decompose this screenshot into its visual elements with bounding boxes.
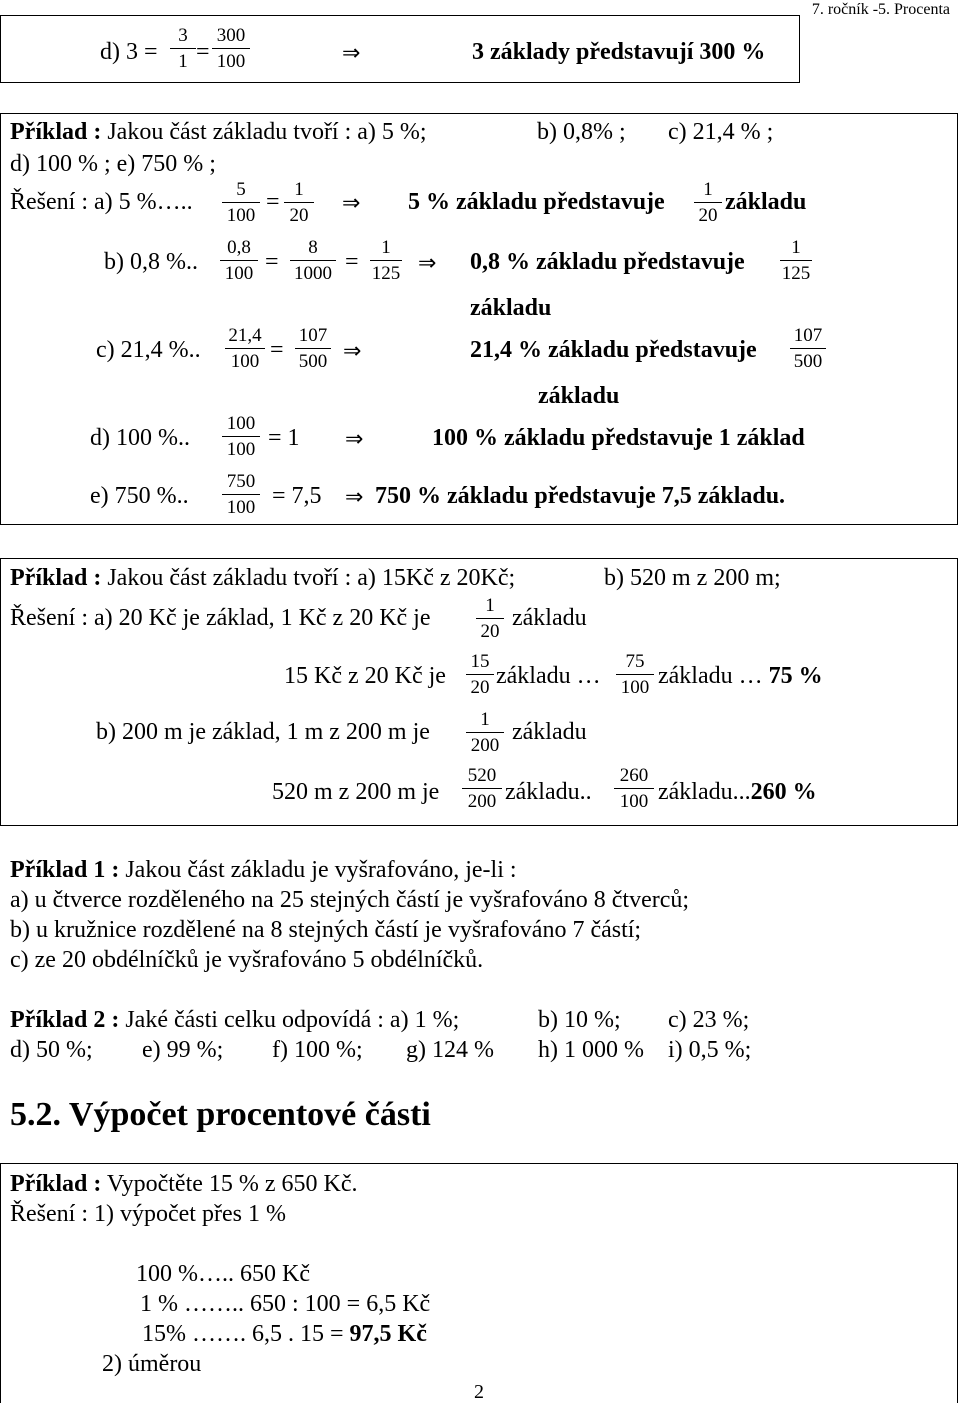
ex4-i: i) 0,5 %; xyxy=(668,1037,752,1063)
ex4-e: e) 99 %; xyxy=(142,1037,224,1063)
fraction: 1 20 xyxy=(476,596,504,641)
fraction: 0,8 100 xyxy=(220,238,258,283)
ex1-b-label: b) 0,8 %.. xyxy=(104,249,198,275)
fraction: 1 20 xyxy=(284,180,314,225)
ex2-r3-tail: základu xyxy=(512,719,587,745)
implies-icon: ⇒ xyxy=(343,338,362,363)
equals: = xyxy=(196,39,210,65)
ex1-b-tail: základu xyxy=(470,295,552,321)
fraction: 750 100 xyxy=(222,472,260,517)
fraction: 75 100 xyxy=(616,652,654,697)
ex4-h: h) 1 000 % xyxy=(538,1037,644,1063)
ex2-r4-tail: základu...260 % xyxy=(658,779,817,805)
page-number: 2 xyxy=(474,1381,484,1403)
ex4-g: g) 124 % xyxy=(406,1037,494,1063)
ex3-title: Příklad 1 : Jakou část základu je vyšrafováno, je-li : xyxy=(10,857,517,883)
section-title: 5.2. Výpočet procentové části xyxy=(10,1096,431,1133)
ex2-r2-tail: základu … 75 % xyxy=(658,663,823,689)
implies-icon: ⇒ xyxy=(418,250,437,275)
fraction: 1 20 xyxy=(694,180,722,225)
fraction: 107 500 xyxy=(295,326,331,371)
ex5-sol: Řešení : 1) výpočet přes 1 % xyxy=(10,1201,286,1227)
ex2-title: Příklad : Jakou část základu tvoří : a) 15Kč z 20Kč; xyxy=(10,565,516,591)
fraction: 21,4 100 xyxy=(225,326,265,371)
equals: = 7,5 xyxy=(272,483,322,509)
implies-icon: ⇒ xyxy=(345,484,364,509)
ex1-e-text: 750 % základu představuje 7,5 základu. xyxy=(375,483,786,509)
top-label: d) 3 = xyxy=(100,39,158,65)
ex1-c: c) 21,4 % ; xyxy=(668,119,774,145)
ex2-r2-mid: základu … xyxy=(496,663,601,689)
ex1-b-text: 0,8 % základu představuje xyxy=(470,249,745,275)
ex3-line-a: a) u čtverce rozděleného na 25 stejných částí je vyšrafováno 8 čtverců; xyxy=(10,887,690,913)
ex4-d: d) 50 %; xyxy=(10,1037,93,1063)
ex2-r1-tail: základu xyxy=(512,605,587,631)
implies-icon: ⇒ xyxy=(342,40,361,65)
ex5-l3: 15% ……. 6,5 . 15 = 97,5 Kč xyxy=(142,1321,427,1347)
fraction: 520 200 xyxy=(462,766,502,811)
ex1-c-tail: základu xyxy=(538,383,620,409)
ex1-d-text: 100 % základu představuje 1 základ xyxy=(432,425,805,451)
fraction: 260 100 xyxy=(614,766,654,811)
implies-icon: ⇒ xyxy=(342,190,361,215)
ex1-c-label: c) 21,4 %.. xyxy=(96,337,201,363)
fraction: 1 125 xyxy=(371,237,401,284)
fraction: 8 1000 xyxy=(290,238,336,283)
ex1-b: b) 0,8% ; xyxy=(537,119,626,145)
ex1-e-label: e) 750 %.. xyxy=(90,483,189,509)
ex1-title: Příklad : Jakou část základu tvoří : a) 5 %; xyxy=(10,119,427,145)
ex2-r1-label: Řešení : a) 20 Kč je základ, 1 Kč z 20 Kč je xyxy=(10,605,431,631)
ex3-line-c: c) ze 20 obdélníčků je vyšrafováno 5 obdélníčků. xyxy=(10,947,484,973)
equals: = xyxy=(266,189,280,215)
fraction: 300 100 xyxy=(212,26,250,71)
fraction: 1 125 xyxy=(781,237,811,284)
ex5-l4: 2) úměrou xyxy=(102,1351,202,1377)
fraction: 100 100 xyxy=(222,414,260,459)
fraction: 15 20 xyxy=(466,652,494,697)
ex1-c-text: 21,4 % základu představuje xyxy=(470,337,757,363)
ex2-r4-label: 520 m z 200 m je xyxy=(272,779,440,805)
implies-icon: ⇒ xyxy=(345,426,364,451)
ex1-line2: d) 100 % ; e) 750 % ; xyxy=(10,151,216,177)
equals: = xyxy=(345,249,359,275)
ex5-l2: 1 % …….. 650 : 100 = 6,5 Kč xyxy=(140,1291,431,1317)
fraction: 1 200 xyxy=(466,710,504,755)
ex5-l1: 100 %….. 650 Kč xyxy=(136,1261,310,1287)
equals: = xyxy=(270,337,284,363)
ex1-a-text: 5 % základu představuje xyxy=(408,189,665,215)
equals: = xyxy=(265,249,279,275)
ex1-d-label: d) 100 %.. xyxy=(90,425,190,451)
fraction: 107 500 xyxy=(790,326,826,371)
ex1-a-label: Řešení : a) 5 %….. xyxy=(10,189,193,215)
ex3-line-b: b) u kružnice rozdělené na 8 stejných částí je vyšrafováno 7 částí; xyxy=(10,917,642,943)
ex4-f: f) 100 %; xyxy=(272,1037,363,1063)
ex4-title: Příklad 2 : Jaké části celku odpovídá : a) 1 %; xyxy=(10,1007,460,1033)
ex2-r3-label: b) 200 m je základ, 1 m z 200 m je xyxy=(96,719,430,745)
ex2-b: b) 520 m z 200 m; xyxy=(604,565,781,591)
fraction: 3 1 xyxy=(170,26,196,71)
fraction: 5 100 xyxy=(222,180,260,225)
top-text: 3 základy představují 300 % xyxy=(472,39,766,65)
ex5-title: Příklad : Vypočtěte 15 % z 650 Kč. xyxy=(10,1171,358,1197)
ex2-r2-label: 15 Kč z 20 Kč je xyxy=(284,663,446,689)
ex2-r4-mid: základu.. xyxy=(505,779,592,805)
ex4-b: b) 10 %; xyxy=(538,1007,621,1033)
ex4-c: c) 23 %; xyxy=(668,1007,750,1033)
equals: = 1 xyxy=(268,425,300,451)
ex1-a-tail: základu xyxy=(725,189,807,215)
page-header: 7. ročník -5. Procenta xyxy=(811,1,950,18)
